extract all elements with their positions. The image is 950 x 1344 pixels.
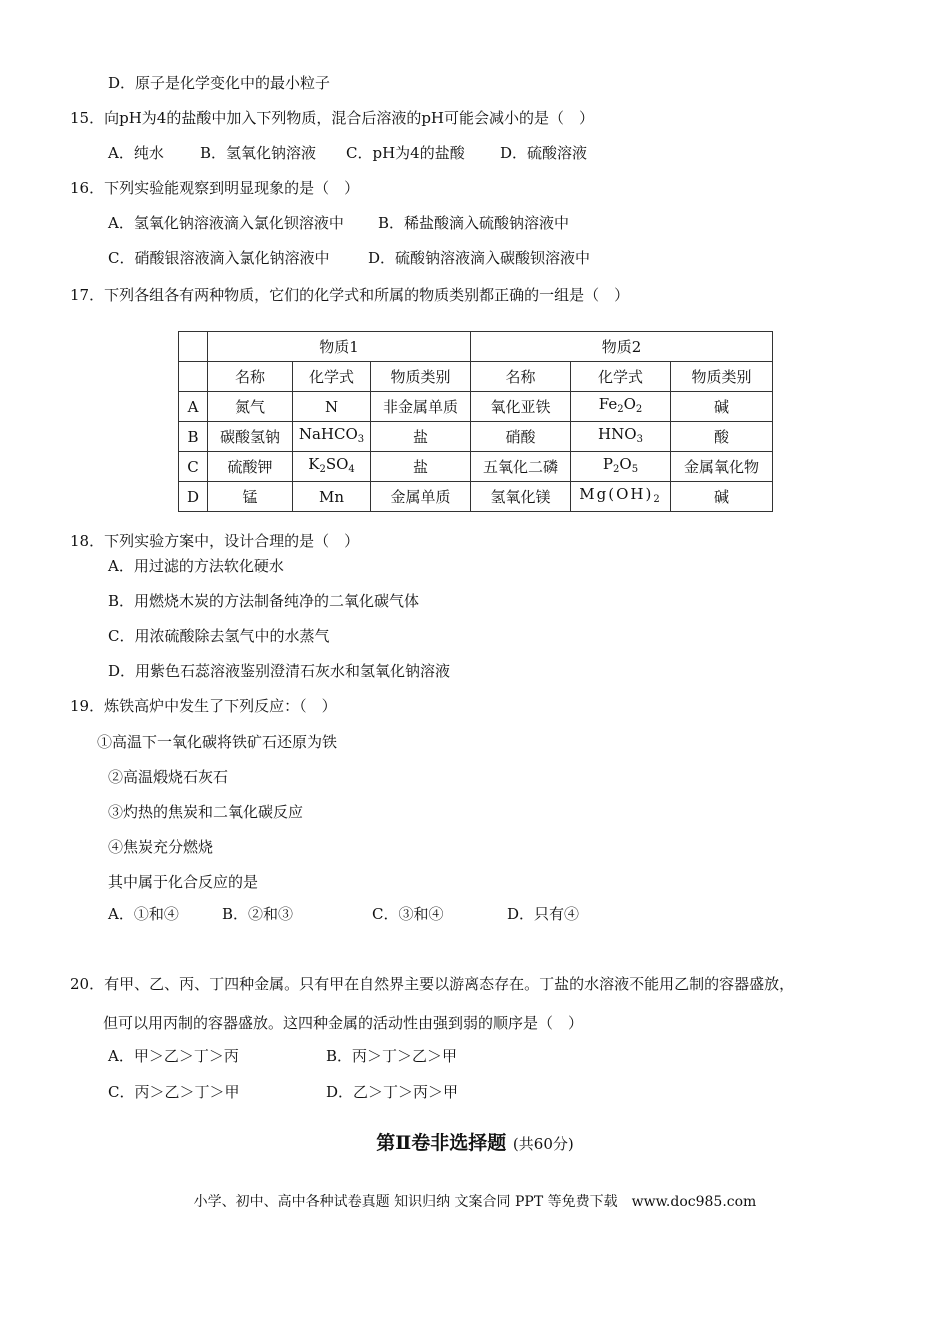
table-row-c (179, 452, 773, 482)
name-1: 碳酸氢钠 (208, 422, 293, 452)
q19-option-a: A．①和④ (108, 905, 179, 923)
row-label: D (179, 482, 208, 512)
q15-stem: 15．向pH为4的盐酸中加入下列物质，混合后溶液的pH可能会减小的是（ ） (70, 109, 594, 127)
page-footer: 小学、初中、高中各种试卷真题 知识归纳 文案合同 PPT 等免费下载 www.doc985.com (193, 1194, 757, 1210)
q18-option-d: D．用紫色石蕊溶液鉴别澄清石灰水和氢氧化钠溶液 (108, 662, 451, 680)
name-1: 氮气 (208, 392, 293, 422)
table-header-row-2 (179, 362, 773, 392)
q15-option-c: C．pH为4的盐酸 (346, 144, 465, 162)
col-name-1: 名称 (208, 362, 293, 392)
name-1: 硫酸钾 (208, 452, 293, 482)
q18-option-b: B．用燃烧木炭的方法制备纯净的二氧化碳气体 (108, 592, 420, 610)
row-label: C (179, 452, 208, 482)
q15-option-a: A．纯水 (108, 144, 164, 162)
col-formula-2: 化学式 (571, 362, 671, 392)
section-title (0, 1128, 950, 1155)
class-1: 盐 (371, 452, 471, 482)
formula-1: N (293, 392, 371, 422)
row-label: B (179, 422, 208, 452)
table-row-d (179, 482, 773, 512)
q18-stem: 18．下列实验方案中，设计合理的是（ ） (70, 532, 360, 550)
q19-stem: 19．炼铁高炉中发生了下列反应：（ ） (70, 697, 337, 715)
q20-option-b: B．丙＞丁＞乙＞甲 (326, 1047, 458, 1065)
substance-table (178, 331, 773, 512)
table-corner-cell (179, 362, 208, 392)
q20-stem-line-2: 但可以用丙制的容器盛放。这四种金属的活动性由强到弱的顺序是（ ） (103, 1014, 584, 1032)
table-corner-cell (179, 332, 208, 362)
q15-option-d: D．硫酸溶液 (500, 144, 588, 162)
substance-1-header: 物质1 (208, 332, 471, 362)
q16-option-b: B．稀盐酸滴入硫酸钠溶液中 (378, 214, 570, 232)
table-header-row-1 (179, 332, 773, 362)
section-score: (共60分) (512, 1135, 574, 1153)
row-label: A (179, 392, 208, 422)
q16-option-a: A．氢氧化钠溶液滴入氯化钡溶液中 (108, 214, 344, 232)
col-name-2: 名称 (471, 362, 571, 392)
class-1: 盐 (371, 422, 471, 452)
col-formula-1: 化学式 (293, 362, 371, 392)
q16-stem: 16．下列实验能观察到明显现象的是（ ） (70, 179, 360, 197)
q16-option-c: C．硝酸银溶液滴入氯化钠溶液中 (108, 249, 330, 267)
formula-2: $HNO_3$ (571, 422, 671, 452)
q18-option-c: C．用浓硫酸除去氢气中的水蒸气 (108, 627, 330, 645)
substance-2-header: 物质2 (471, 332, 773, 362)
class-1: 非金属单质 (371, 392, 471, 422)
q16-option-d: D．硫酸钠溶液滴入碳酸钡溶液中 (368, 249, 591, 267)
q19-question: 其中属于化合反应的是 (108, 873, 259, 891)
col-class-2: 物质类别 (671, 362, 773, 392)
q19-option-d: D．只有④ (507, 905, 580, 923)
q15-option-b: B．氢氧化钠溶液 (200, 144, 317, 162)
name-2: 五氧化二磷 (471, 452, 571, 482)
q19-reaction-3: ③灼热的焦炭和二氧化碳反应 (108, 803, 304, 821)
q14-option-d: D．原子是化学变化中的最小粒子 (108, 74, 331, 92)
q20-option-c: C．丙＞乙＞丁＞甲 (108, 1083, 240, 1101)
q20-stem-line-1: 20．有甲、乙、丙、丁四种金属。只有甲在自然界主要以游离态存在。丁盐的水溶液不能用乙制的容器盛放， (70, 975, 795, 993)
class-2: 金属氧化物 (671, 452, 773, 482)
q20-option-d: D．乙＞丁＞丙＞甲 (326, 1083, 459, 1101)
table-row-a (179, 392, 773, 422)
section-title-text: 第Ⅱ卷非选择题 (376, 1132, 507, 1154)
q19-reaction-2: ②高温煅烧石灰石 (108, 768, 229, 786)
class-2: 酸 (671, 422, 773, 452)
q19-option-c: C．③和④ (372, 905, 444, 923)
class-1: 金属单质 (371, 482, 471, 512)
q18-option-a: A．用过滤的方法软化硬水 (108, 557, 284, 575)
name-1: 锰 (208, 482, 293, 512)
class-2: 碱 (671, 392, 773, 422)
formula-2: $P_2O_5$ (571, 452, 671, 482)
formula-2: $Fe_2O_2$ (571, 392, 671, 422)
q20-option-a: A．甲＞乙＞丁＞丙 (108, 1047, 239, 1065)
formula-2: $Mg(OH)_2$ (571, 482, 671, 512)
name-2: 氢氧化镁 (471, 482, 571, 512)
name-2: 硝酸 (471, 422, 571, 452)
formula-1: NaHCO$_3$ (293, 422, 371, 452)
name-2: 氧化亚铁 (471, 392, 571, 422)
formula-1: $K_2SO_4$ (293, 452, 371, 482)
q19-reaction-1: ①高温下一氧化碳将铁矿石还原为铁 (97, 733, 338, 751)
q19-option-b: B．②和③ (222, 905, 294, 923)
table-row-b (179, 422, 773, 452)
class-2: 碱 (671, 482, 773, 512)
q19-reaction-4: ④焦炭充分燃烧 (108, 838, 214, 856)
q17-stem: 17．下列各组各有两种物质，它们的化学式和所属的物质类别都正确的一组是（ ） (70, 286, 630, 304)
formula-1: Mn (293, 482, 371, 512)
col-class-1: 物质类别 (371, 362, 471, 392)
